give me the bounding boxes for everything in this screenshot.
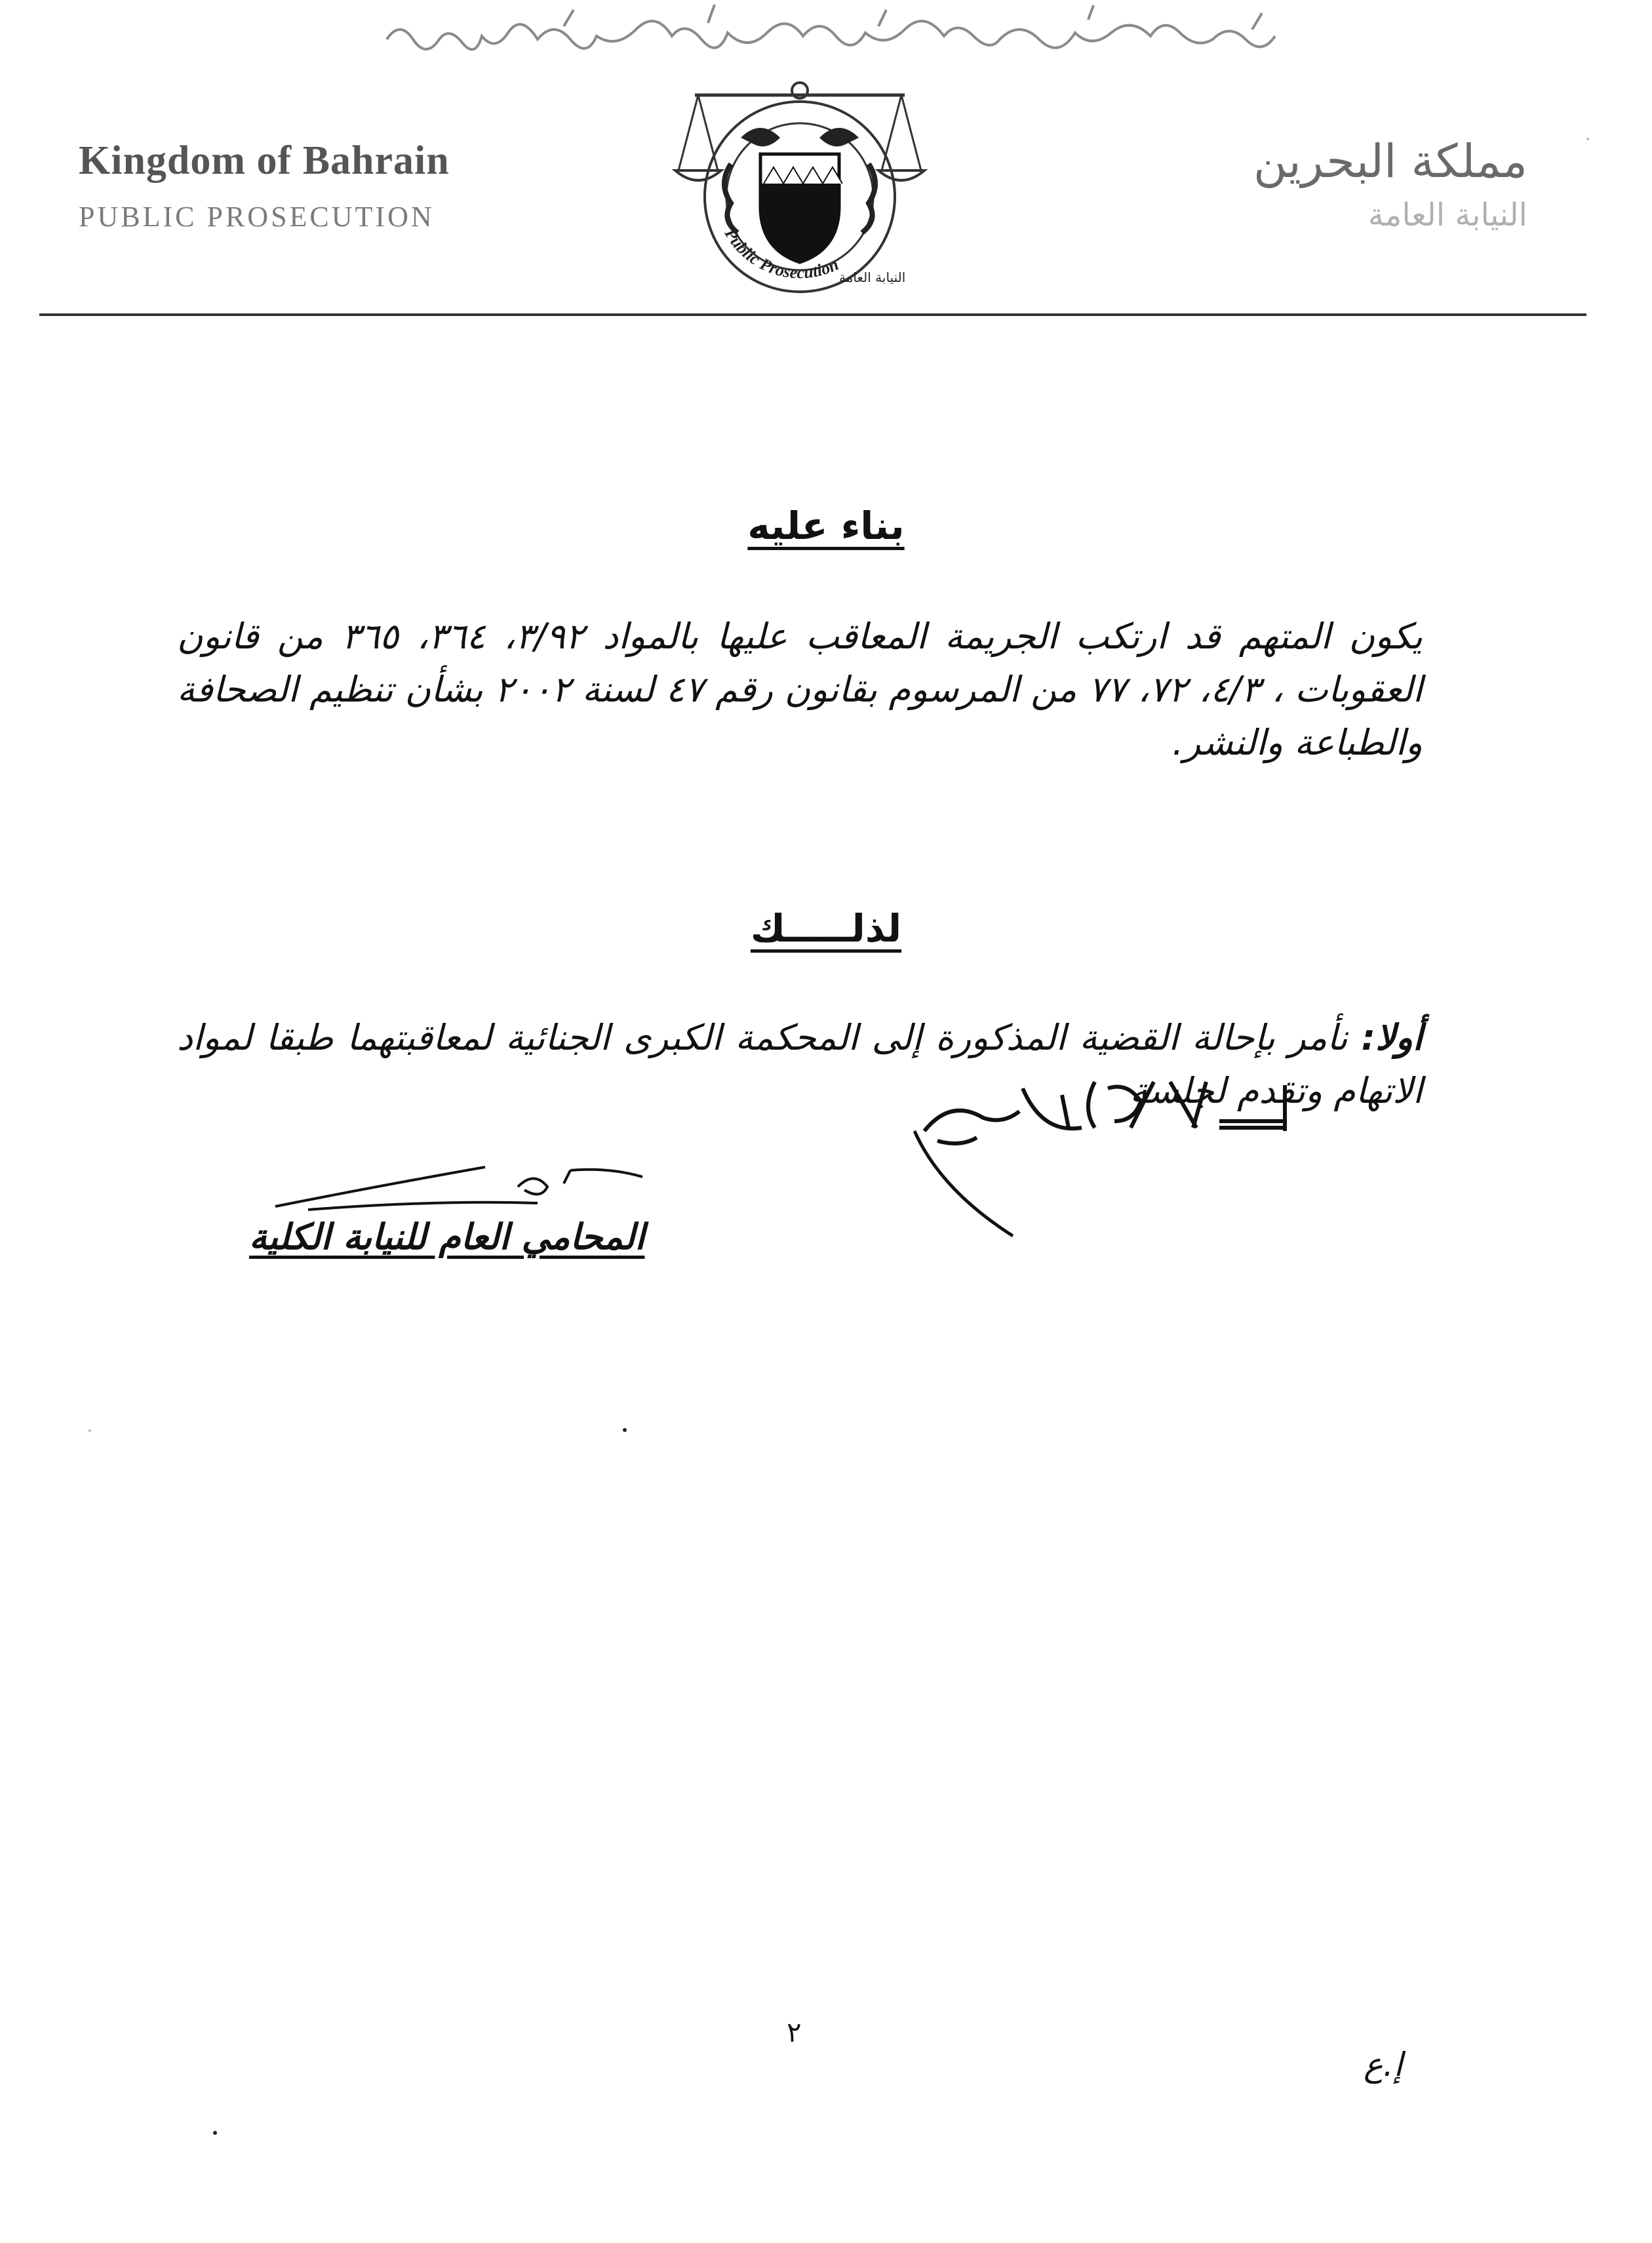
order-label: أولا: [1361,1017,1423,1058]
handwritten-annotation [367,0,1416,72]
scan-speck [623,1428,627,1432]
header-divider [39,313,1586,316]
emblem-ring-text-ar: النيابة العامة [839,269,906,285]
scan-speck [1586,138,1589,140]
hearing-date-handwritten [911,1069,1318,1239]
signature-title: المحامي العام للنيابة الكلية [249,1216,645,1258]
emblem-ring-text: Public Prosecution [720,225,842,283]
heading-based-on: بناء عليه [747,504,905,548]
order-text: نأمر بإحالة القضية المذكورة إلى المحكمة الكبرى الجنائية لمعاقبتهما طبقا لمواد الاتهام وتقدم لجلسة [177,1017,1423,1111]
public-prosecution-emblem-icon [669,66,931,308]
heading-therefore: لذلـــــك [750,906,902,951]
charges-paragraph: يكون المتهم قد ارتكب الجريمة المعاقب عليها بالمواد ٣/٩٢، ٣٦٤، ٣٦٥ من قانون العقوبات ، ٤/٣، ٧٢، ٧٧ من المرسوم بقانون رقم ٤٧ لسنة ٢٠٠٢ بشأن تنظيم الصحافة والطباعة والنشر. [177,616,1423,763]
author-initials: إ.ع [1364,2046,1403,2084]
signature-mark [269,1161,649,1220]
scan-speck [88,1429,91,1432]
header-title-en: Kingdom of Bahrain [79,138,450,183]
header-title-ar: مملكة البحرين [1253,134,1527,188]
header-subtitle-ar: النيابة العامة [1367,197,1527,233]
page-number: ٢ [787,2016,802,2048]
header-subtitle-en: PUBLIC PROSECUTION [79,201,435,233]
scan-speck [213,2131,217,2135]
